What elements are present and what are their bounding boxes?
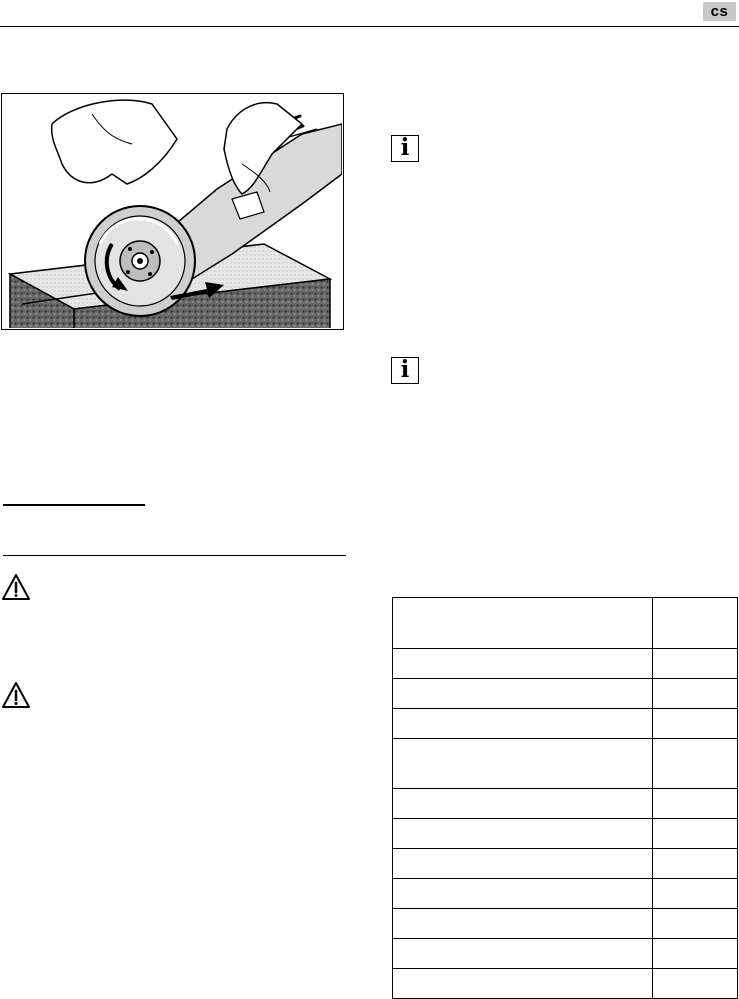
table-cell-value	[653, 969, 738, 999]
table-cell-label	[393, 879, 653, 909]
table-row	[393, 969, 738, 999]
table-cell-value	[653, 739, 738, 789]
table-row	[393, 909, 738, 939]
table-row	[393, 939, 738, 969]
table-row	[393, 879, 738, 909]
table-cell-value	[653, 939, 738, 969]
table-cell-value	[653, 679, 738, 709]
table-cell-label	[393, 909, 653, 939]
angle-grinder-drawing	[2, 94, 342, 328]
table-cell-label	[393, 649, 653, 679]
table-row	[393, 849, 738, 879]
language-badge: cs	[703, 2, 736, 21]
table-cell-label	[393, 739, 653, 789]
table-row	[393, 819, 738, 849]
table-cell-label	[393, 709, 653, 739]
table-cell-label	[393, 789, 653, 819]
header-rule	[0, 26, 739, 27]
info-icon: i	[391, 357, 419, 384]
table-cell-value	[653, 649, 738, 679]
warning-triangle-icon	[1, 681, 31, 709]
table-row	[393, 598, 738, 649]
table-cell-label	[393, 939, 653, 969]
table-cell-value	[653, 849, 738, 879]
table-row	[393, 789, 738, 819]
table-cell-value	[653, 709, 738, 739]
table-row	[393, 679, 738, 709]
info-icon: i	[391, 135, 419, 162]
section-rule	[3, 555, 346, 556]
table-row	[393, 649, 738, 679]
table-cell-value	[653, 819, 738, 849]
table-cell-value	[653, 879, 738, 909]
table-cell-label	[393, 849, 653, 879]
table-cell-value	[653, 598, 738, 649]
table-cell-value	[653, 789, 738, 819]
spec-table	[392, 597, 738, 999]
table-cell-label	[393, 679, 653, 709]
warning-triangle-icon	[1, 573, 31, 601]
section-heading-underline	[3, 504, 145, 506]
table-cell-label	[393, 598, 653, 649]
table-cell-value	[653, 909, 738, 939]
table-cell-label	[393, 969, 653, 999]
table-cell-label	[393, 819, 653, 849]
illustration-angle-grinder	[1, 93, 344, 330]
left-hand	[52, 100, 177, 184]
table-row	[393, 709, 738, 739]
table-row	[393, 739, 738, 789]
